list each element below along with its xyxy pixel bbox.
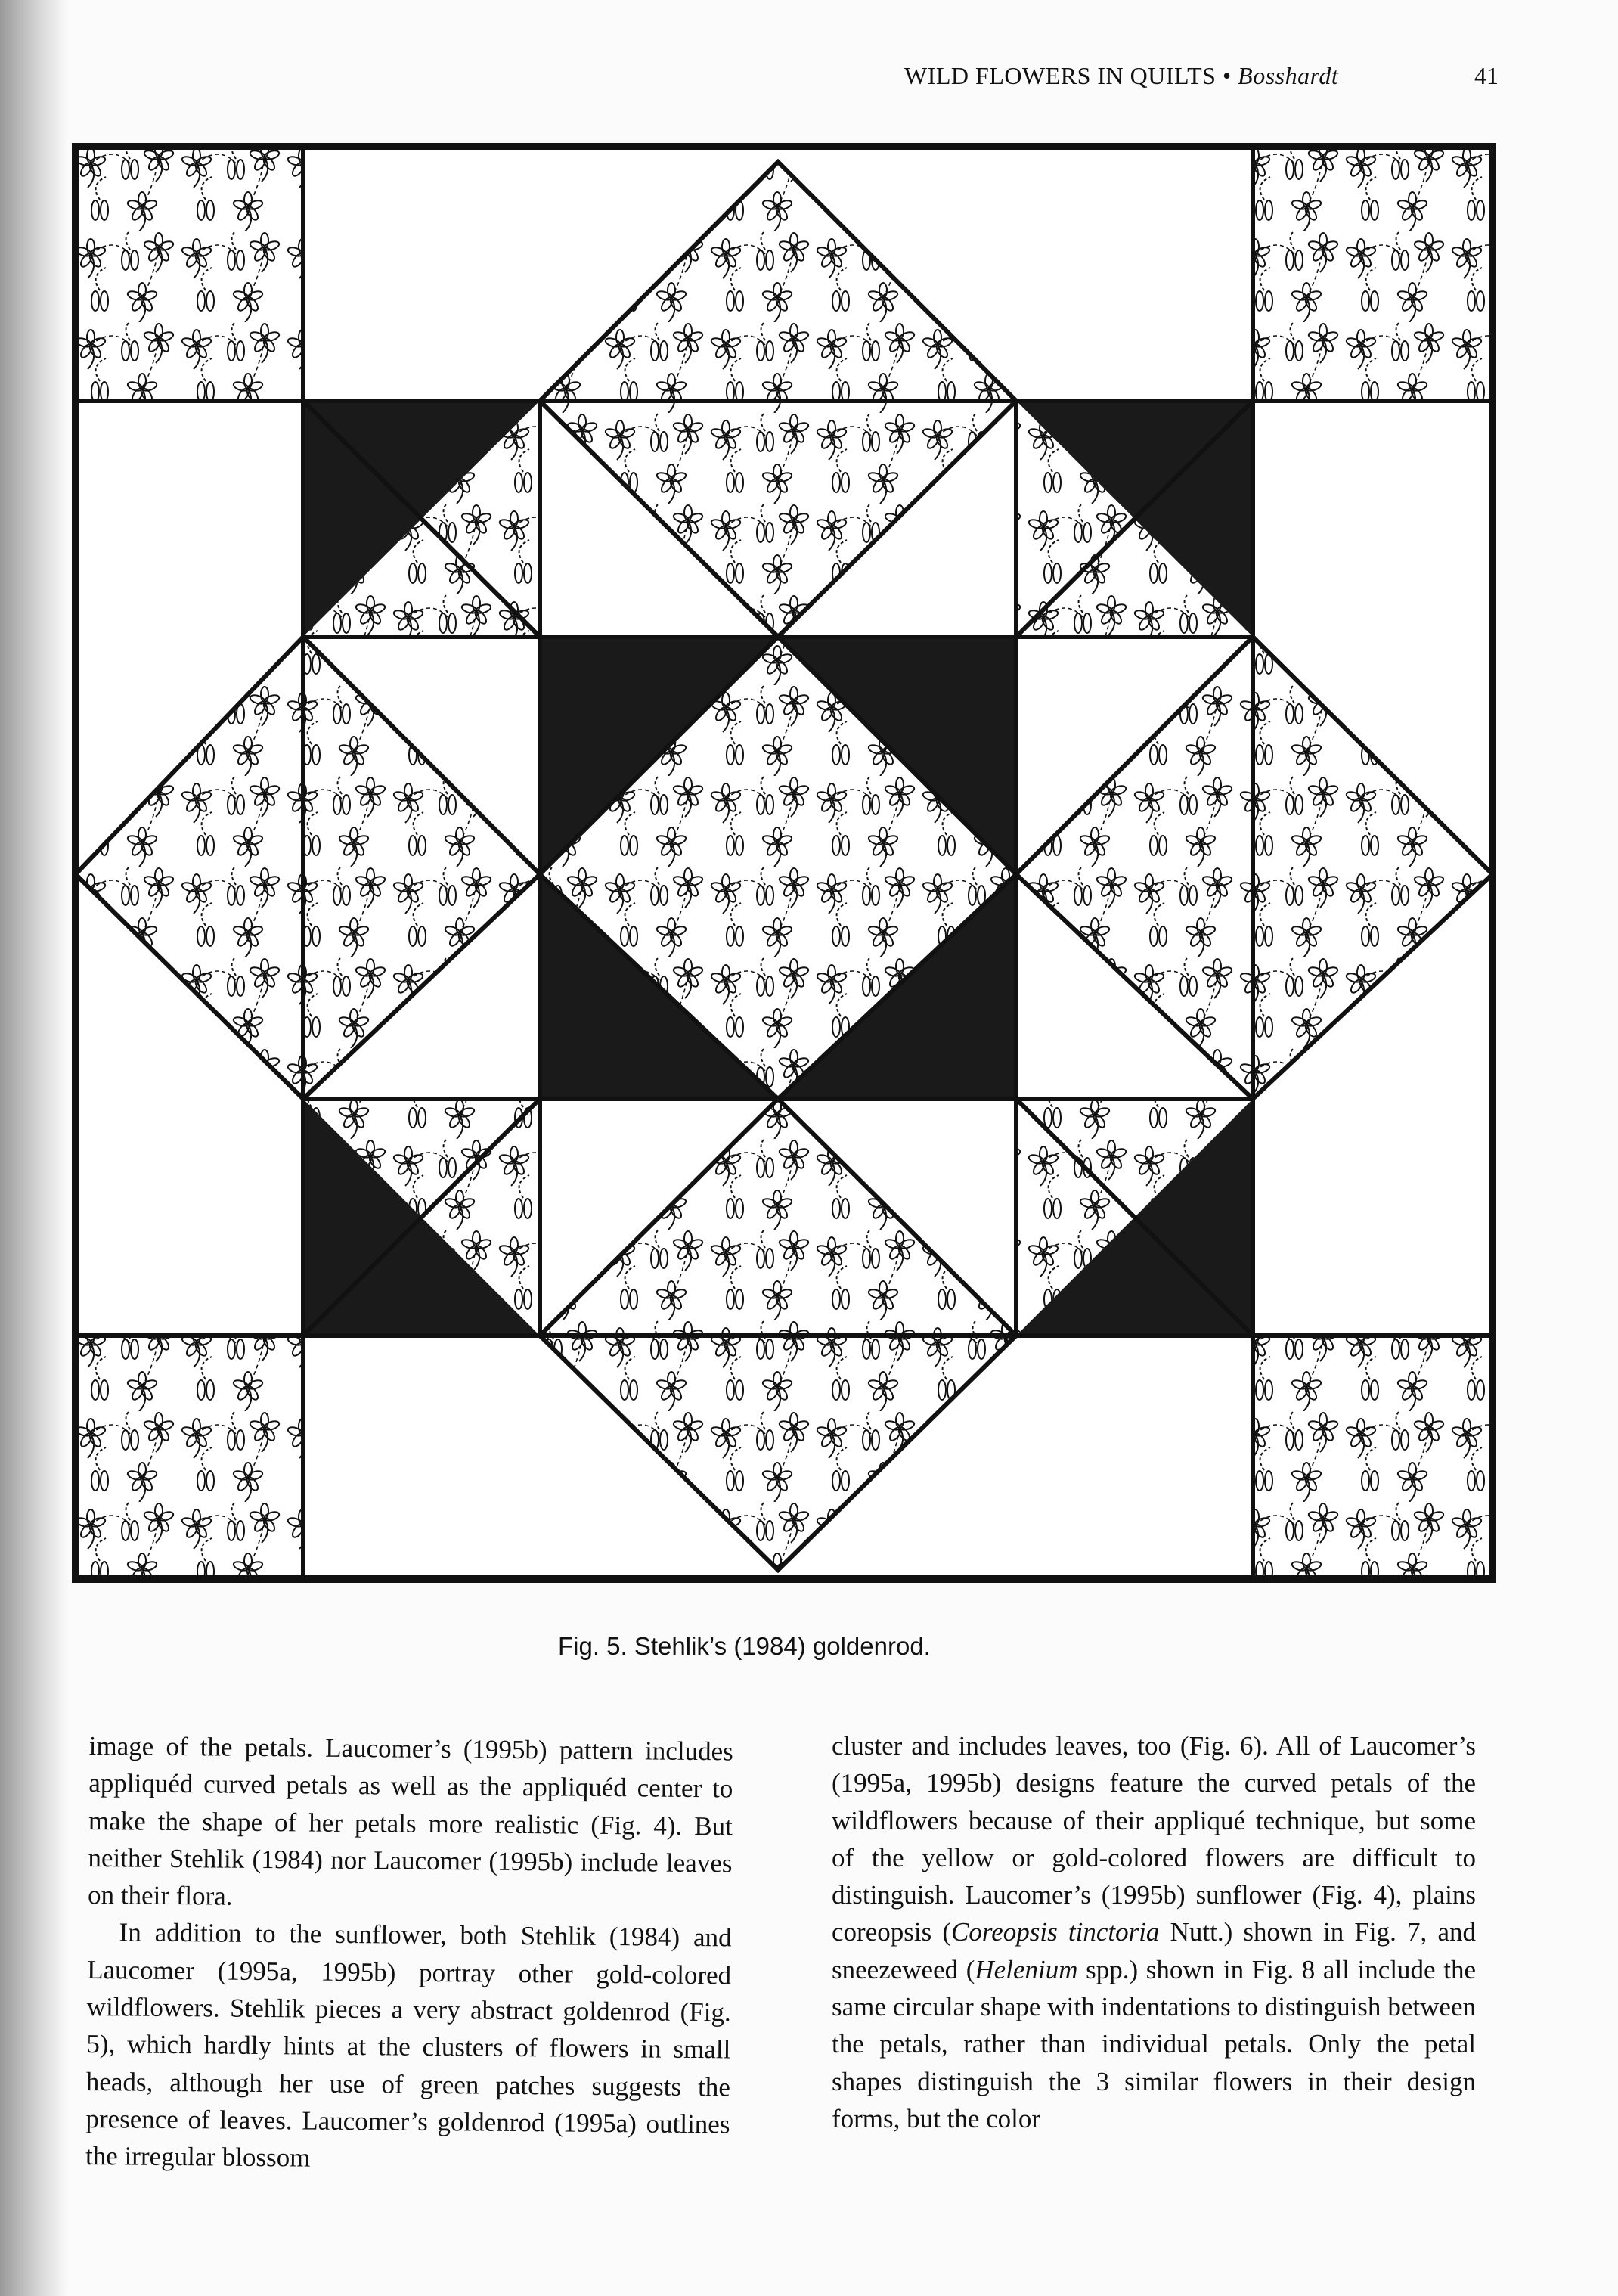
figure-quilt-block bbox=[70, 141, 1499, 1585]
left-paragraph-2: In addition to the sunflower, both Stehlik (1984) and Laucomer (1995a, 1995b) portray other gold-colored wildflowers. Stehlik pieces a very abstract goldenrod (Fig. 5), which hardly hints at the clusters of flowers in small heads, although her use of green patches suggests the presence of leaves. Laucomer’s goldenrod (1995a) outlines the irregular blossom bbox=[85, 1917, 732, 2173]
corner-square-bottom-right bbox=[1253, 1336, 1492, 1579]
page-gutter-shadow bbox=[0, 0, 68, 2296]
figure-caption: Fig. 5. Stehlik’s (1984) goldenrod. bbox=[558, 1632, 931, 1660]
right-text-part-a: cluster and includes leaves, too (Fig. 6). All of Laucomer’s (1995a, 1995b) designs feature the curved petals of the wildflowers because of their appliqué technique, but some of the yellow or gold-colored flowers are difficult to distinguish. Laucomer’s (1995b) sunflower (Fig. 4), plains coreopsis ( bbox=[832, 1731, 1476, 1947]
species-name-helenium: Helenium bbox=[975, 1954, 1078, 1984]
running-title: WILD FLOWERS IN QUILTS bbox=[904, 62, 1217, 89]
right-text-part-c: spp.) shown in Fig. 8 all include the same circular shape with indentations to distinguish between the petals, rather than individual petals. Only the petal shapes distinguish the 3 similar flowers in their design forms, but the color bbox=[832, 1954, 1476, 2133]
running-head bbox=[904, 62, 1338, 90]
right-text-part-b: Nutt.) shown in Fig. 7, and sneezeweed ( bbox=[832, 1917, 1476, 1984]
header-separator: • bbox=[1222, 62, 1232, 89]
right-paragraph-1 bbox=[832, 1727, 1476, 2137]
page-number: 41 bbox=[1474, 62, 1499, 89]
corner-square-top-left bbox=[76, 147, 303, 401]
text-column-right bbox=[832, 1727, 1476, 2137]
species-name-coreopsis: Coreopsis tinctoria bbox=[951, 1917, 1160, 1947]
corner-square-top-right bbox=[1253, 147, 1492, 401]
corner-square-bottom-left bbox=[76, 1336, 303, 1579]
left-paragraph-1: image of the petals. Laucomer’s (1995b) pattern includes appliquéd curved petals as well as the appliquéd center to make the shape of her petals more realistic (Fig. 4). But neither Stehlik (1984) nor Laucomer (1995b) include leaves on their flora. bbox=[87, 1730, 733, 1911]
text-column-left bbox=[85, 1727, 733, 2180]
quilt-block-diagram bbox=[70, 141, 1499, 1585]
header-author: Bosshardt bbox=[1238, 62, 1339, 89]
